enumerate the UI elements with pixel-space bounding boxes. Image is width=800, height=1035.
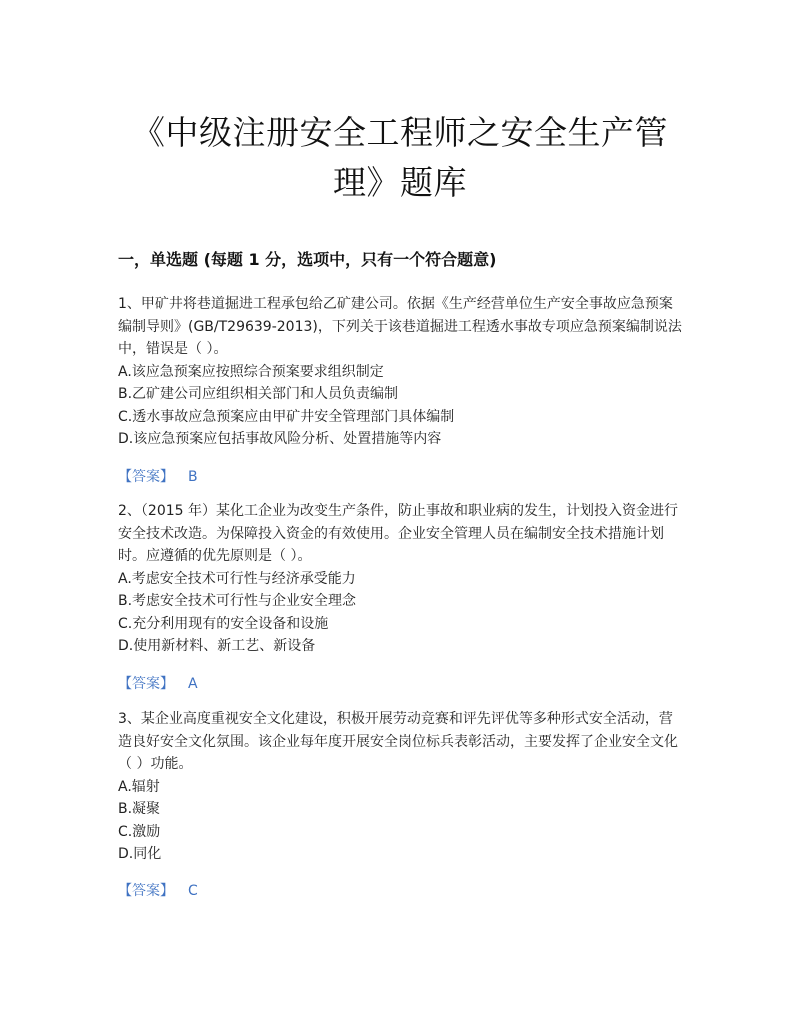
document-title — [110, 108, 690, 208]
option-b: B.凝聚 — [118, 801, 161, 817]
answer-2 — [118, 673, 198, 693]
question-3 — [118, 708, 684, 866]
option-c: C.激励 — [118, 823, 161, 840]
option-a: A.辐射 — [118, 778, 160, 795]
option-d: D.该应急预案应包括事故风险分析、处置措施等内容 — [118, 431, 442, 447]
option-d: D.使用新材料、新工艺、新设备 — [118, 638, 316, 654]
title-line-2: 理》题库 — [333, 163, 467, 202]
question-2 — [118, 500, 684, 658]
answer-value: B — [188, 469, 198, 485]
answer-1 — [118, 466, 198, 486]
option-c: C.充分利用现有的安全设备和设施 — [118, 615, 329, 632]
question-1 — [118, 293, 684, 451]
answer-label: 【答案】 — [118, 469, 174, 485]
option-b: B.考虑安全技术可行性与企业安全理念 — [118, 593, 357, 609]
answer-label: 【答案】 — [118, 676, 174, 692]
answer-value: C — [188, 883, 198, 899]
question-stem: 2、（2015 年）某化工企业为改变生产条件，防止事故和职业病的发生，计划投入资金进行安全技术改造。为保障投入资金的有效使用。企业安全管理人员在编制安全技术措施计划时。应遵循的优先原则是（ ）。 — [118, 503, 678, 564]
title-line-1: 《中级注册安全工程师之安全生产管 — [132, 113, 668, 152]
option-d: D.同化 — [118, 846, 162, 862]
option-a: A.考虑安全技术可行性与经济承受能力 — [118, 570, 356, 587]
option-a: A.该应急预案应按照综合预案要求组织制定 — [118, 363, 384, 380]
option-b: B.乙矿建公司应组织相关部门和人员负责编制 — [118, 386, 399, 402]
answer-3 — [118, 880, 198, 900]
option-c: C.透水事故应急预案应由甲矿井安全管理部门具体编制 — [118, 408, 455, 425]
answer-label: 【答案】 — [118, 883, 174, 899]
answer-value: A — [188, 676, 198, 692]
section-heading: 一，单选题 (每题 1 分，选项中，只有一个符合题意) — [118, 250, 497, 269]
question-stem: 1、甲矿井将巷道掘进工程承包给乙矿建公司。依据《生产经营单位生产安全事故应急预案编制导则》(GB/T29639-2013)，下列关于该巷道掘进工程透水事故专项应急预案编制说法中，错误是（ ）。 — [118, 296, 682, 357]
question-stem: 3、某企业高度重视安全文化建设，积极开展劳动竞赛和评先评优等多种形式安全活动，营造良好安全文化氛围。该企业每年度开展安全岗位标兵表彰活动，主要发挥了企业安全文化（ ）功能。 — [118, 711, 678, 772]
